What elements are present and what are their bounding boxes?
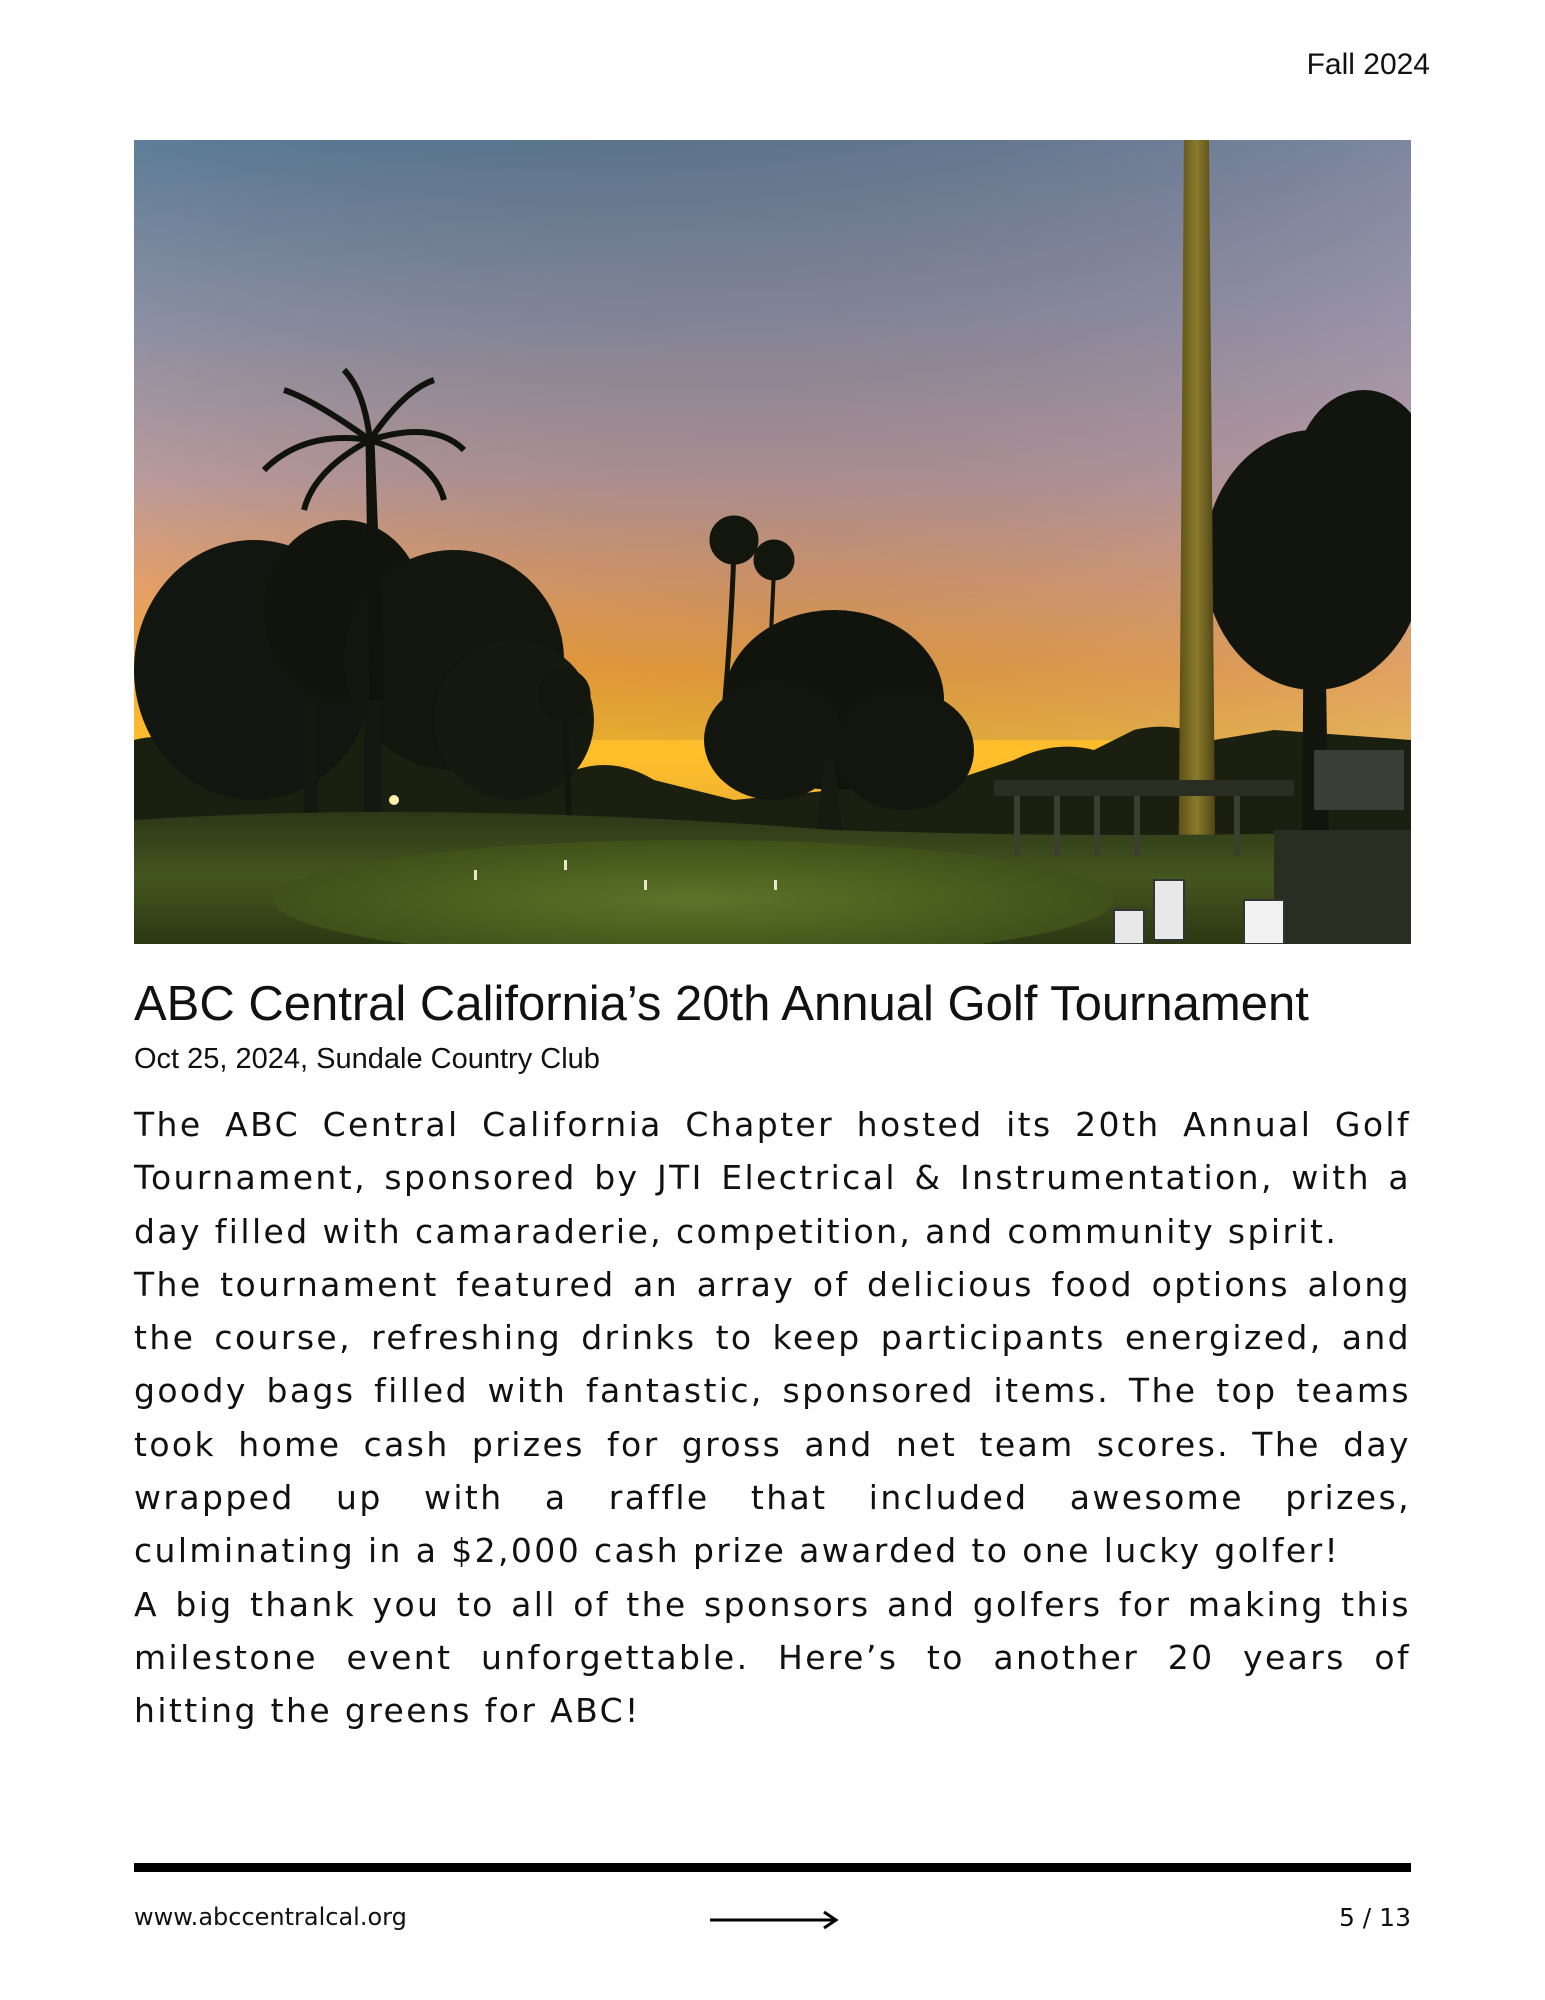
article-paragraph: The tournament featured an array of delicious food options along the course, refreshing drinks to keep participants energized, and goody bags filled with fantastic, sponsored items. The top teams took home cash prizes for gross and net team scores. The day wrapped up with a raffle that included awesome prizes, culminating in a $2,000 cash prize awarded to one lucky golfer! — [134, 1264, 1411, 1571]
season-label: Fall 2024 — [1306, 48, 1430, 81]
article-subtitle: Oct 25, 2024, Sundale Country Club — [134, 1043, 600, 1075]
article-paragraph: A big thank you to all of the sponsors and golfers for making this milestone event unforgettable. Here’s to another 20 years of hitting the greens for ABC! — [134, 1584, 1411, 1731]
golf-course-sunset-photo — [134, 140, 1411, 944]
arrow-right-icon[interactable] — [708, 1908, 840, 1932]
article-paragraph: The ABC Central California Chapter hosted its 20th Annual Golf Tournament, sponsored by JTI Electrical & Instrumentation, with a day filled with camaraderie, competition, and community spirit. — [134, 1105, 1411, 1251]
article-title: ABC Central California’s 20th Annual Golf Tournament — [134, 977, 1309, 1031]
article-body — [134, 1098, 1411, 1738]
page-number: 5 / 13 — [1338, 1903, 1411, 1932]
footer-divider — [134, 1863, 1411, 1872]
footer-website-link[interactable]: www.abccentralcal.org — [134, 1903, 407, 1931]
